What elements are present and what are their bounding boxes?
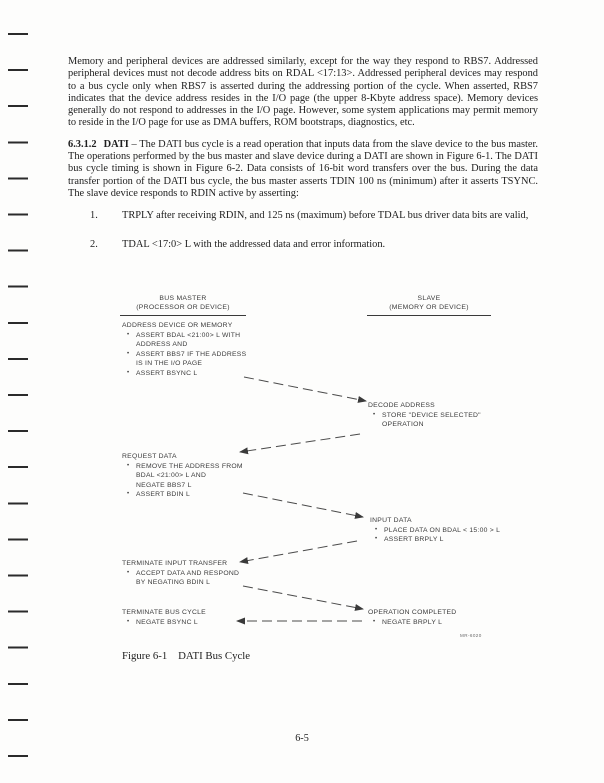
block-line	[370, 536, 500, 544]
figure-reference-code: MR-6020	[460, 633, 482, 638]
diagram-block-decode-address	[368, 402, 481, 429]
block-line-text: BDAL <21:00> L AND	[136, 472, 207, 480]
block-line-text: PLACE DATA ON BDAL < 15:00 > L	[384, 526, 501, 534]
block-line-text: ASSERT BRPLY L	[384, 536, 444, 544]
block-line	[368, 412, 481, 420]
block-line-text: IS IN THE I/O PAGE	[136, 360, 203, 368]
block-line-text: ADDRESS AND	[136, 341, 188, 349]
block-line	[122, 579, 239, 587]
block-title: TERMINATE INPUT TRANSFER	[122, 560, 228, 567]
bullet-icon: •	[373, 411, 376, 418]
block-line	[122, 351, 246, 359]
list-item-number: 1.	[90, 210, 98, 222]
list-item-text: TDAL <17:0> L with the addressed data and error information.	[122, 238, 386, 250]
block-title: OPERATION COMPLETED	[368, 609, 457, 616]
block-line	[122, 370, 246, 378]
list-item	[68, 210, 538, 222]
block-line-text: ASSERT BBS7 IF THE ADDRESS	[136, 350, 247, 358]
bullet-icon: •	[373, 618, 376, 625]
bus-master-title: BUS MASTER	[159, 295, 207, 302]
page-number: 6-5	[295, 733, 309, 744]
block-title: DECODE ADDRESS	[368, 402, 435, 409]
diagram-block-address-device	[122, 322, 246, 378]
block-line-text: ASSERT BSYNC L	[136, 369, 198, 377]
section-body: – The DATI bus cycle is a read operation that inputs data from the slave device to the bus master. The operations performed by the bus master and slave device during a DATI are shown in Figure 6-1. The DATI bus cycle timing is shown in Figure 6-2. Data consists of 16-bit word transfers over the bus. During the data transfer portion of the DATI bus cycle, the bus master asserts TDIN 100 ns (minimum) after it asserts TSYNC. The slave device responds to RDIN active by asserting:	[68, 138, 538, 199]
block-title: ADDRESS DEVICE OR MEMORY	[122, 322, 233, 329]
block-line	[122, 482, 243, 490]
intro-paragraph: Memory and peripheral devices are addressed similarly, except for the way they respond to RBS7. Addressed peripheral devices must not decode address bits on RDAL <17:13>. Addressed peripheral devices may respond to a bus cycle only when RBS7 is asserted during the addressing portion of the cycle. When asserted, RBS7 indicates that the device address resides in the I/O page (the upper 8-Kbyte address space). Memory devices generally do not respond to addresses in the I/O page. However, some system applications may permit memory to reside in the I/O page for use as DMA buffers, ROM bootstraps, diagnostics, etc.	[68, 56, 538, 129]
diagram-block-terminate-input-transfer	[122, 560, 239, 587]
bullet-icon: •	[375, 526, 378, 533]
list-item-number: 2.	[90, 238, 98, 250]
block-line	[368, 421, 481, 429]
block-line	[370, 527, 500, 535]
list-item	[68, 239, 538, 251]
numbered-list	[68, 210, 538, 251]
binder-edge-marks	[8, 33, 28, 759]
block-line	[122, 491, 243, 499]
diagram-block-input-data	[370, 517, 500, 544]
block-line	[122, 341, 246, 349]
bullet-icon: •	[127, 350, 130, 357]
block-line	[122, 332, 246, 340]
block-title: TERMINATE BUS CYCLE	[122, 609, 206, 616]
block-line-text: NEGATE BRPLY L	[382, 618, 443, 626]
block-line-text: ACCEPT DATA AND RESPOND	[136, 569, 240, 577]
diagram-block-terminate-bus-cycle	[122, 609, 206, 627]
slave-subtitle: (MEMORY OR DEVICE)	[389, 304, 469, 311]
block-line-text: ASSERT BDAL <21:00> L WITH	[136, 331, 241, 339]
diagram-block-request-data	[122, 453, 243, 499]
block-title: REQUEST DATA	[122, 453, 177, 460]
bullet-icon: •	[127, 369, 130, 376]
block-line-text: REMOVE THE ADDRESS FROM	[136, 462, 243, 470]
section-title: DATI	[103, 138, 129, 150]
block-line	[368, 619, 456, 627]
block-line-text: STORE "DEVICE SELECTED"	[382, 411, 481, 419]
list-item-text: TRPLY after receiving RDIN, and 125 ns (maximum) before TDAL bus driver data bits are valid,	[122, 210, 529, 222]
bus-master-column-header	[120, 294, 246, 316]
bullet-icon: •	[127, 462, 130, 469]
block-line	[122, 619, 206, 627]
block-line	[122, 570, 239, 578]
block-line-text: BY NEGATING BDIN L	[136, 579, 211, 587]
block-line-text: OPERATION	[382, 421, 424, 429]
block-line-text: ASSERT BDIN L	[136, 491, 190, 499]
bullet-icon: •	[375, 536, 378, 543]
section-paragraph	[68, 139, 538, 200]
text-column	[68, 50, 538, 267]
slave-column-header	[367, 294, 491, 316]
bullet-icon: •	[127, 491, 130, 498]
block-line	[122, 463, 243, 471]
block-line-text: NEGATE BSYNC L	[136, 618, 198, 626]
section-number: 6.3.1.2	[68, 138, 97, 150]
figure-caption: Figure 6-1 DATI Bus Cycle	[122, 650, 251, 662]
bullet-icon: •	[127, 618, 130, 625]
block-line	[122, 472, 243, 480]
block-title: INPUT DATA	[370, 517, 412, 524]
bus-master-subtitle: (PROCESSOR OR DEVICE)	[136, 304, 230, 311]
block-line	[122, 360, 246, 368]
bullet-icon: •	[127, 331, 130, 338]
bullet-icon: •	[127, 569, 130, 576]
slave-title: SLAVE	[417, 295, 441, 302]
block-line-text: NEGATE BBS7 L	[136, 481, 192, 489]
diagram-block-operation-completed	[368, 609, 456, 627]
